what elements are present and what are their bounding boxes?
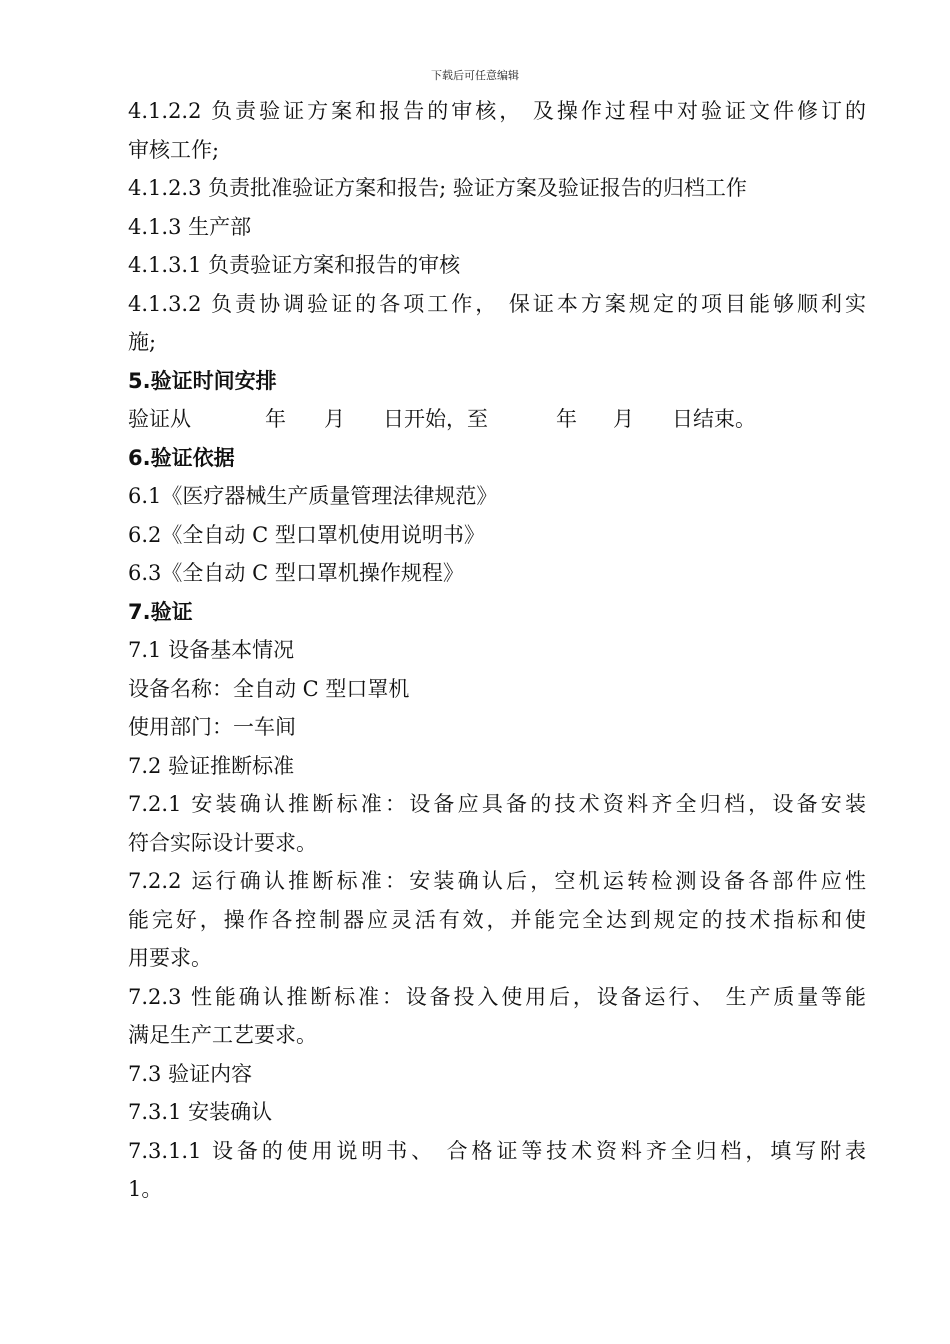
schedule-month-label: 月 bbox=[324, 407, 345, 431]
paragraph-line: 审核工作; bbox=[128, 137, 220, 162]
paragraph-line: 满足生产工艺要求。 bbox=[128, 1023, 317, 1047]
paragraph-line: 7.3.1.1 设备的使用说明书、 合格证等技术资料齐全归档，填写附表 bbox=[128, 1138, 866, 1163]
schedule-text: 日结束。 bbox=[672, 407, 756, 431]
paragraph-line: 用要求。 bbox=[128, 946, 212, 970]
paragraph-line: 6.3《全自动 C 型口罩机操作规程》 bbox=[128, 561, 464, 585]
paragraph-line: 4.1.3.1 负责验证方案和报告的审核 bbox=[128, 253, 461, 277]
paragraph-line: 6.1《医疗器械生产质量管理法律规范》 bbox=[128, 484, 498, 508]
paragraph-line: 6.2《全自动 C 型口罩机使用说明书》 bbox=[128, 522, 485, 547]
section-heading: 6.验证依据 bbox=[128, 445, 235, 470]
schedule-text: 日开始，至 bbox=[383, 407, 488, 431]
paragraph-line: 1。 bbox=[128, 1177, 163, 1201]
paragraph-line: 4.1.3 生产部 bbox=[128, 214, 252, 239]
paragraph-line: 7.2.2 运行确认推断标准：安装确认后，空机运转检测设备各部件应性 bbox=[128, 869, 866, 893]
paragraph-line: 7.3.1 安装确认 bbox=[128, 1100, 273, 1124]
paragraph-line: 7.2 验证推断标准 bbox=[128, 753, 295, 778]
section-heading: 5.验证时间安排 bbox=[128, 368, 277, 393]
schedule-line bbox=[128, 400, 866, 439]
paragraph-line: 符合实际设计要求。 bbox=[128, 830, 317, 855]
schedule-year-label: 年 bbox=[556, 407, 577, 431]
paragraph-line: 施; bbox=[128, 330, 157, 354]
paragraph-line: 能完好，操作各控制器应灵活有效，并能完全达到规定的技术指标和使 bbox=[128, 907, 866, 932]
paragraph-line: 4.1.2.3 负责批准验证方案和报告; 验证方案及验证报告的归档工作 bbox=[128, 176, 747, 200]
paragraph-line: 7.2.3 性能确认推断标准：设备投入使用后，设备运行、 生产质量等能 bbox=[128, 984, 866, 1009]
paragraph-line: 4.1.2.2 负责验证方案和报告的审核， 及操作过程中对验证文件修订的 bbox=[128, 99, 866, 123]
paragraph-line: 7.3 验证内容 bbox=[128, 1061, 253, 1086]
header-note: 下载后可任意编辑 bbox=[431, 69, 519, 82]
paragraph-line: 7.1 设备基本情况 bbox=[128, 638, 295, 662]
document-body bbox=[128, 92, 866, 1209]
schedule-year-label: 年 bbox=[265, 407, 286, 431]
schedule-month-label: 月 bbox=[613, 407, 634, 431]
schedule-text: 验证从 bbox=[128, 407, 191, 431]
paragraph-line: 7.2.1 安装确认推断标准：设备应具备的技术资料齐全归档，设备安装 bbox=[128, 792, 866, 816]
section-heading: 7.验证 bbox=[128, 599, 193, 624]
paragraph-line: 4.1.3.2 负责协调验证的各项工作， 保证本方案规定的项目能够顺利实 bbox=[128, 291, 866, 316]
paragraph-line: 使用部门：一车间 bbox=[128, 715, 296, 739]
paragraph-line: 设备名称：全自动 C 型口罩机 bbox=[128, 676, 410, 701]
